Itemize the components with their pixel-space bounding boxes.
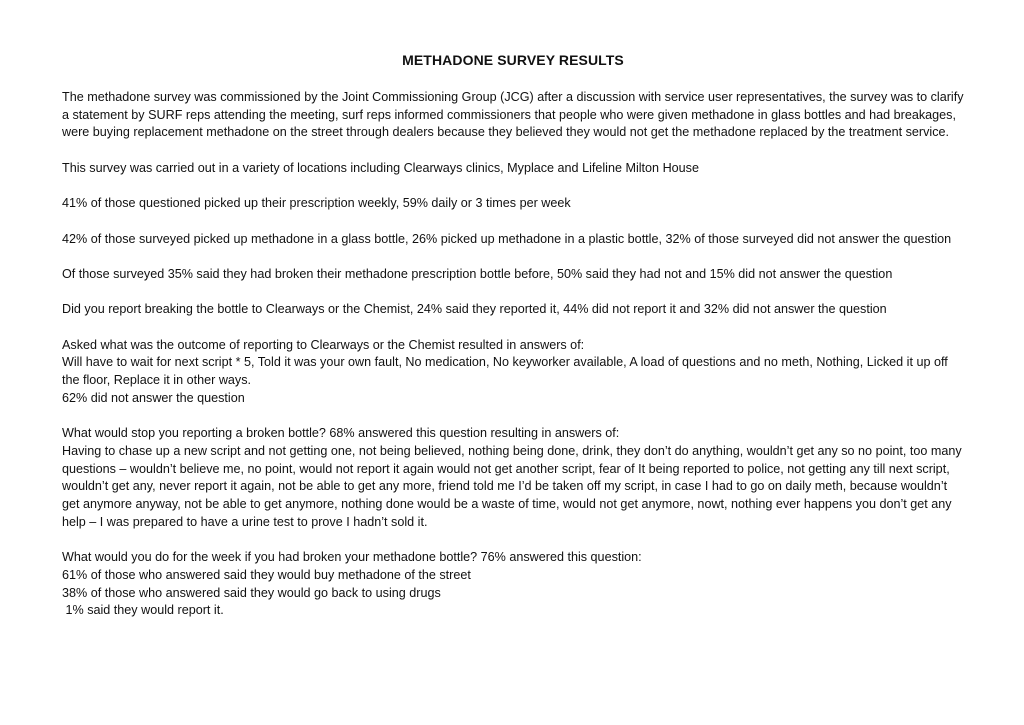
broken-week-intro: What would you do for the week if you had broken your methadone bottle? 76% answered this question: (62, 550, 642, 565)
document-title: METHADONE SURVEY RESULTS (402, 52, 624, 68)
bottle-type-paragraph: 42% of those surveyed picked up methadone in a glass bottle, 26% picked up methadone in a plastic bottle, 32% of those surveyed did not answer the question (62, 231, 952, 246)
broken-week-section (62, 549, 964, 620)
broken-week-line: 38% of those who answered said they would go back to using drugs (62, 585, 441, 600)
broken-week-line: 61% of those who answered said they would buy methadone of the street (62, 567, 471, 582)
outcome-no-answer: 62% did not answer the question (62, 390, 245, 405)
stop-reporting-section (62, 425, 964, 531)
intro-paragraph: The methadone survey was commissioned by the Joint Commissioning Group (JCG) after a discussion with service user representatives, the survey was to clarify a statement by SURF reps attending the meeting, surf reps informed commissioners that people who were given methadone in glass bottles and had breakages, were buying replacement methadone on the street through dealers because they believed they would not get the methadone replaced by the treatment service. (62, 90, 964, 140)
broken-bottle-paragraph: Of those surveyed 35% said they had broken their methadone prescription bottle before, 50% said they had not and 15% did not answer the question (62, 266, 893, 281)
locations-paragraph: This survey was carried out in a variety of locations including Clearways clinics, Myplace and Lifeline Milton House (62, 160, 699, 175)
stop-reporting-intro: What would stop you reporting a broken bottle? 68% answered this question resulting in answers of: (62, 426, 620, 441)
stop-reporting-answers: Having to chase up a new script and not getting one, not being believed, nothing being done, drink, they don’t do anything, wouldn’t get any so no point, too many questions – wouldn’t believe me, no point, would not report it again would not get another script, fear of It being reported to police, not getting any till next script, wouldn’t get any, never report it again, not be able to get any more, friend told me I’d be taken off my script, in case I had to go on daily meth, because wouldn’t get anymore anyway, not be able to get anymore, nothing done would be a waste of time, would not get anymore, nowt, nothing ever happens you don’t get any help – I was prepared to have a urine test to prove I hadn’t sold it. (62, 443, 962, 529)
outcome-section (62, 337, 964, 408)
outcome-answers: Will have to wait for next script * 5, Told it was your own fault, No medication, No keyworker available, A load of questions and no meth, Nothing, Licked it up off the floor, Replace it in other ways. (62, 355, 948, 388)
outcome-intro: Asked what was the outcome of reporting to Clearways or the Chemist resulted in answers of: (62, 337, 585, 352)
broken-week-line: 1% said they would report it. (62, 603, 224, 618)
pickup-frequency-paragraph: 41% of those questioned picked up their prescription weekly, 59% daily or 3 times per week (62, 196, 571, 211)
report-breaking-paragraph: Did you report breaking the bottle to Clearways or the Chemist, 24% said they reported it, 44% did not report it and 32% did not answer the question (62, 302, 887, 317)
